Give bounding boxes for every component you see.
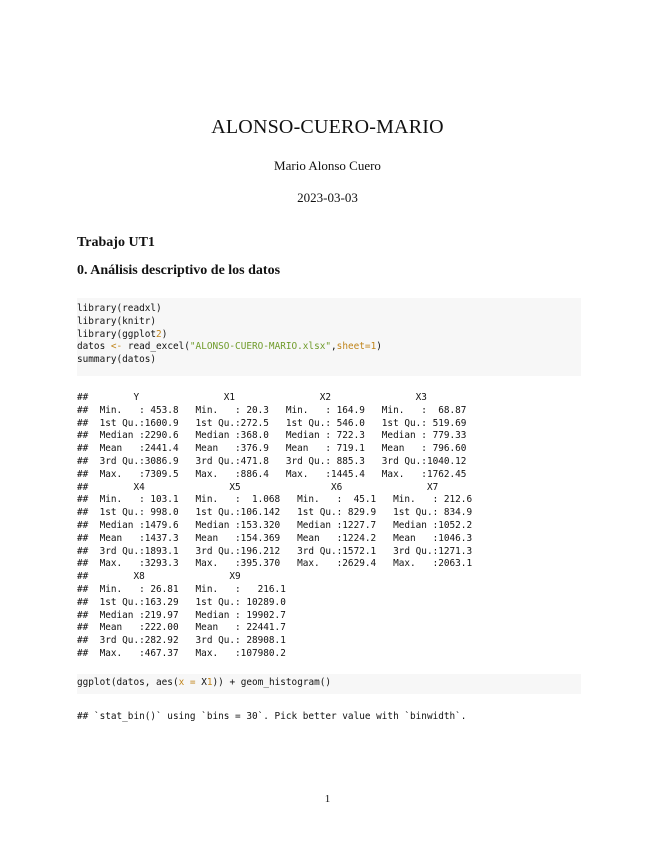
message-output bbox=[77, 711, 597, 724]
code-line-ggplot: ggplot(datos, aes(x = X1)) + geom_histogram() bbox=[77, 677, 332, 688]
summary-output-line: ## 3rd Qu.:282.92 3rd Qu.: 28908.1 bbox=[77, 635, 286, 647]
subsection-heading: 0. Análisis descriptivo de los datos bbox=[77, 263, 281, 278]
code-line: summary(datos) bbox=[77, 354, 157, 366]
summary-output-line: ## Y X1 X2 X3 bbox=[77, 392, 427, 403]
summary-output-line: ## Mean :222.00 Mean : 22441.7 bbox=[77, 622, 286, 634]
summary-output-line: ## X4 X5 X6 X7 bbox=[77, 481, 439, 493]
document-date: 2023-03-03 bbox=[297, 190, 358, 205]
summary-output bbox=[77, 392, 597, 661]
code-line: library(readxl) bbox=[77, 303, 162, 314]
summary-output-line: ## 1st Qu.:163.29 1st Qu.: 10289.0 bbox=[77, 596, 286, 608]
summary-output-line: ## Max. :467.37 Max. :107980.2 bbox=[77, 647, 286, 659]
code-block-1 bbox=[77, 298, 581, 376]
section-heading: Trabajo UT1 bbox=[77, 235, 155, 250]
summary-output-line: ## Mean :2441.4 Mean :376.9 Mean : 719.1 Mean : 796.60 bbox=[77, 443, 467, 455]
code-line: library(knitr) bbox=[77, 315, 157, 327]
summary-output-line: ## Median :219.97 Median : 19902.7 bbox=[77, 609, 286, 621]
summary-output-line: ## Median :1479.6 Median :153.320 Median :1227.7 Median :1052.2 bbox=[77, 519, 473, 531]
summary-output-line: ## X8 X9 bbox=[77, 571, 241, 583]
summary-output-line: ## 1st Qu.: 998.0 1st Qu.:106.142 1st Qu.: 829.9 1st Qu.: 834.9 bbox=[77, 507, 473, 519]
summary-output-line: ## Max. :7309.5 Max. :886.4 Max. :1445.4 Max. :1762.45 bbox=[77, 468, 467, 480]
summary-output-line: ## Min. : 26.81 Min. : 216.1 bbox=[77, 583, 286, 595]
summary-output-line: ## Max. :3293.3 Max. :395.370 Max. :2629.4 Max. :2063.1 bbox=[77, 558, 473, 570]
summary-output-line: ## Mean :1437.3 Mean :154.369 Mean :1224.2 Mean :1046.3 bbox=[77, 532, 473, 544]
document-author: Mario Alonso Cuero bbox=[274, 158, 381, 173]
summary-output-line: ## Median :2290.6 Median :368.0 Median : 722.3 Median : 779.33 bbox=[77, 430, 467, 442]
page-number: 1 bbox=[324, 793, 331, 805]
summary-output-line: ## 1st Qu.:1600.9 1st Qu.:272.5 1st Qu.: 546.0 1st Qu.: 519.69 bbox=[77, 417, 467, 429]
summary-output-line: ## 3rd Qu.:3086.9 3rd Qu.:471.8 3rd Qu.: 885.3 3rd Qu.:1040.12 bbox=[77, 455, 467, 467]
document-title: ALONSO-CUERO-MARIO bbox=[211, 116, 444, 138]
output-line-message: ## `stat_bin()` using `bins = 30`. Pick better value with `binwidth`. bbox=[77, 711, 467, 722]
code-line: datos <- read_excel("ALONSO-CUERO-MARIO.xlsx",sheet=1) bbox=[77, 341, 382, 353]
summary-output-line: ## Min. : 453.8 Min. : 20.3 Min. : 164.9 Min. : 68.87 bbox=[77, 404, 467, 416]
code-line: library(ggplot2) bbox=[77, 328, 168, 340]
summary-output-line: ## Min. : 103.1 Min. : 1.068 Min. : 45.1 Min. : 212.6 bbox=[77, 494, 473, 506]
summary-output-line: ## 3rd Qu.:1893.1 3rd Qu.:196.212 3rd Qu.:1572.1 3rd Qu.:1271.3 bbox=[77, 545, 473, 557]
code-block-2 bbox=[77, 674, 581, 694]
